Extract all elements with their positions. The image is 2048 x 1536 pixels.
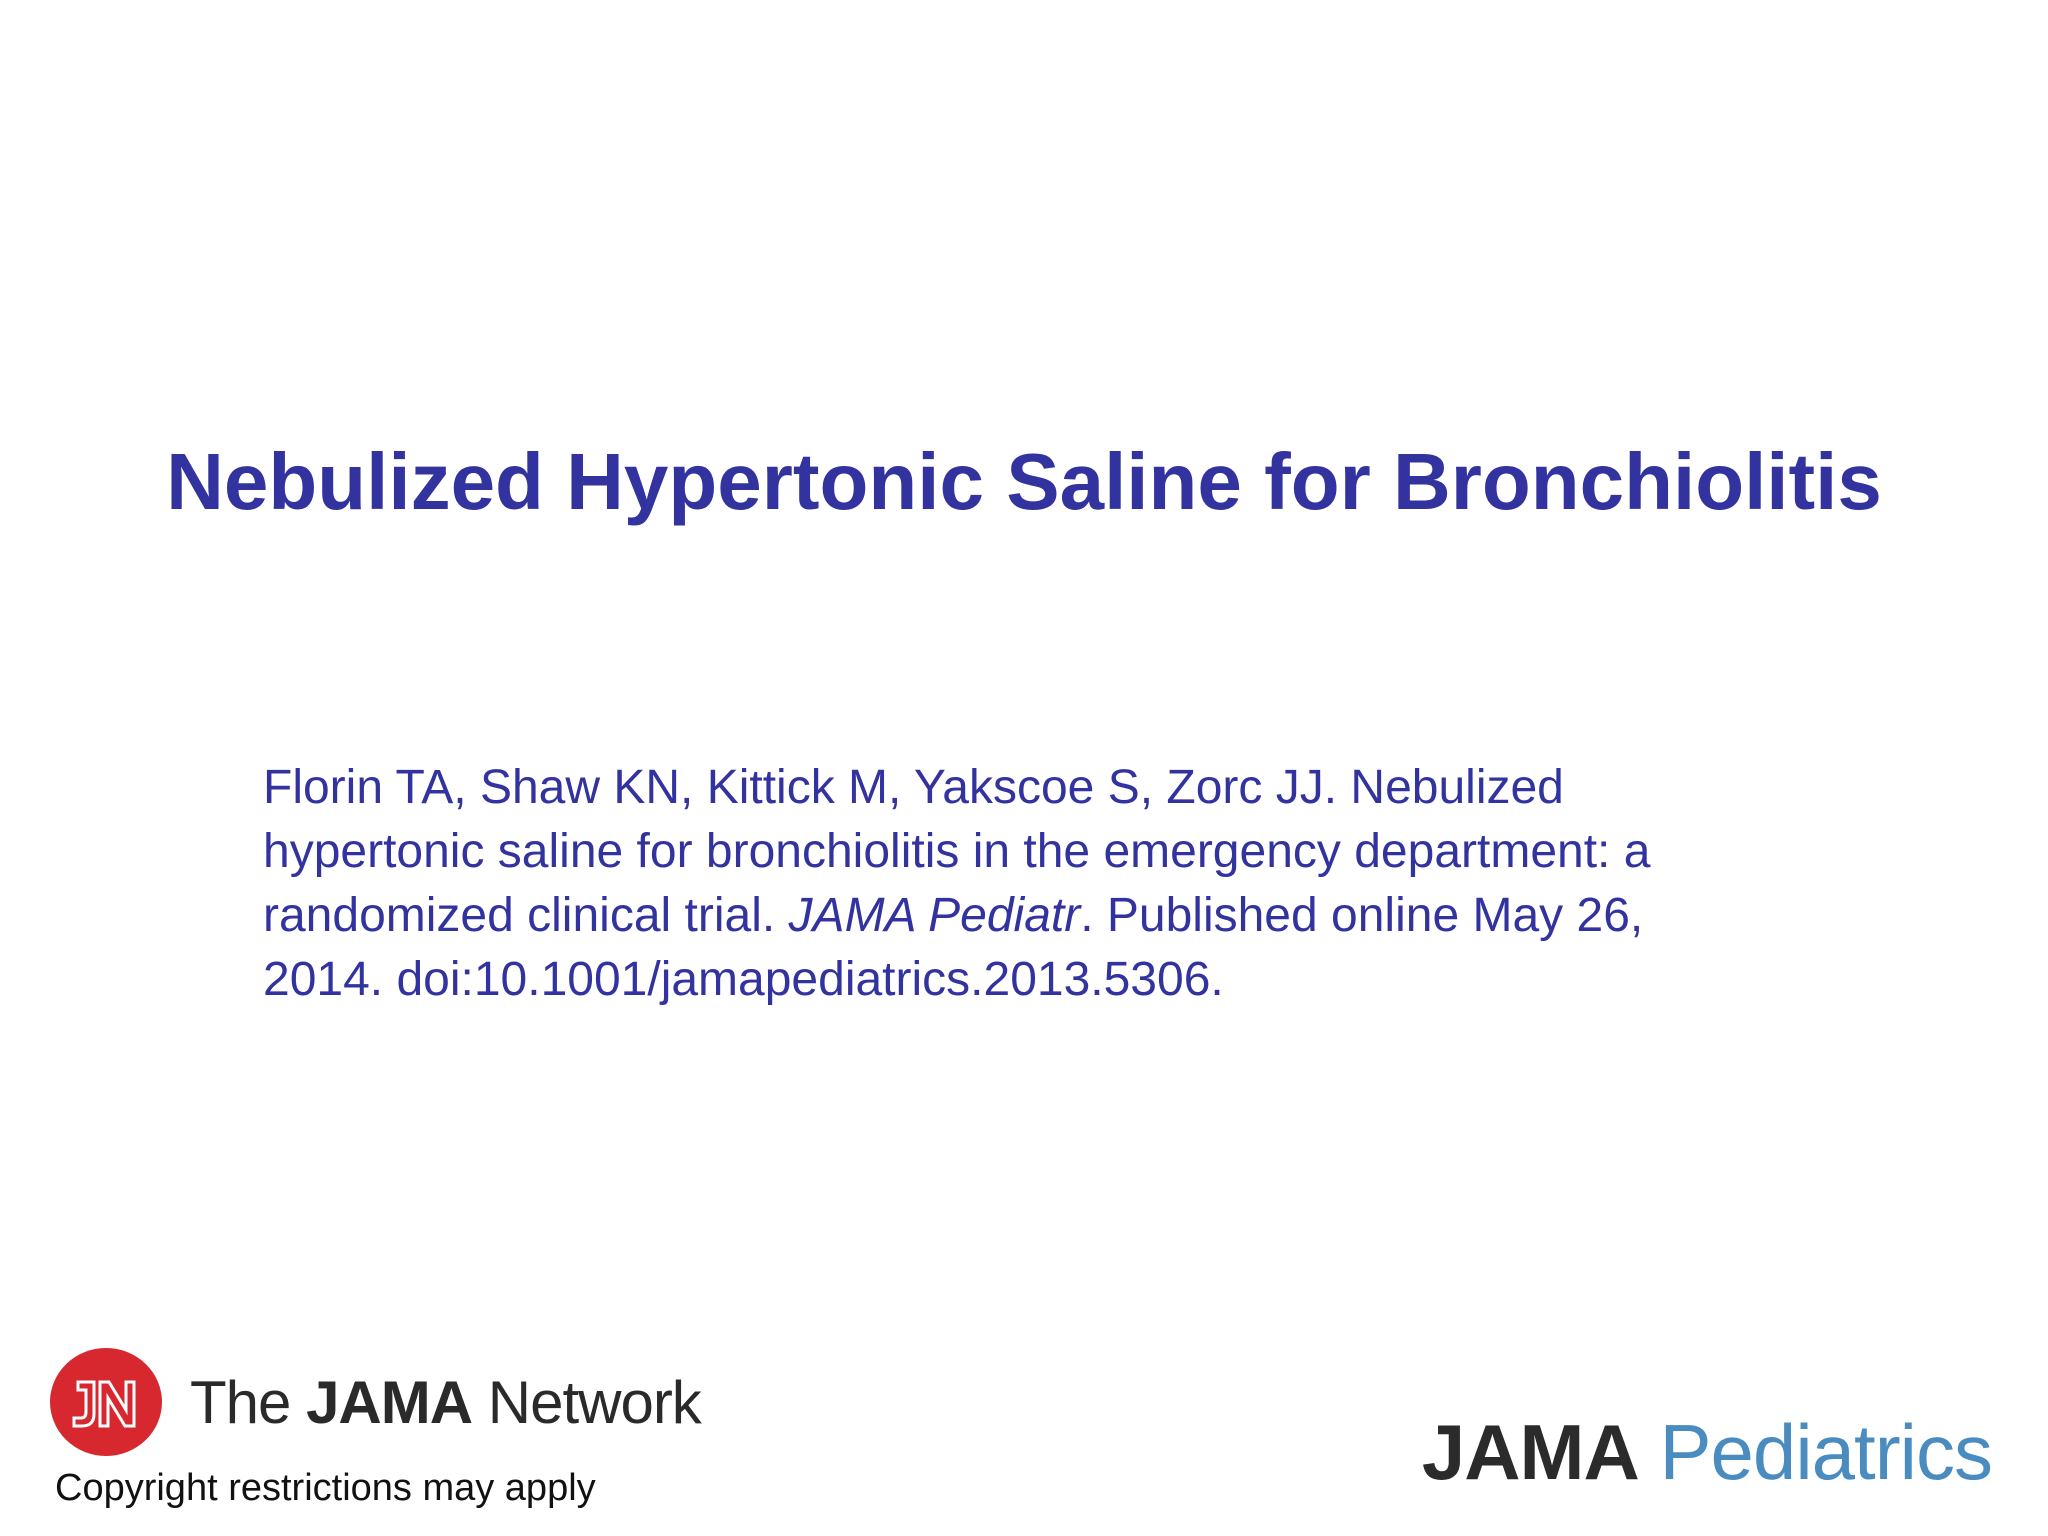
jama-network-badge-icon xyxy=(50,1348,162,1456)
citation-journal-name: JAMA Pediatr xyxy=(788,889,1081,942)
jama-pediatrics-logo xyxy=(1422,1407,1992,1497)
citation xyxy=(263,756,1823,1012)
jama-network-logo xyxy=(50,1348,701,1456)
jama-network-suffix: Network xyxy=(472,1368,701,1436)
citation-line-3 xyxy=(263,884,1823,948)
slide-title: Nebulized Hypertonic Saline for Bronchiolitis xyxy=(166,437,1882,526)
citation-line-3-pre: randomized clinical trial. xyxy=(263,889,789,942)
citation-line-2: hypertonic saline for bronchiolitis in the emergency department: a xyxy=(263,825,1651,878)
jama-pediatrics-logo-pediatrics: Pediatrics xyxy=(1659,1408,1992,1496)
citation-line-1: Florin TA, Shaw KN, Kittick M, Yakscoe S, Zorc JJ. Nebulized xyxy=(263,761,1564,814)
jama-network-wordmark xyxy=(190,1368,701,1437)
copyright-notice: Copyright restrictions may apply xyxy=(55,1467,596,1509)
jama-network-prefix: The xyxy=(190,1368,307,1436)
citation-line-4: 2014. doi:10.1001/jamapediatrics.2013.5306. xyxy=(263,953,1224,1006)
citation-line-3-post: . Published online May 26, xyxy=(1080,889,1644,942)
jama-pediatrics-logo-jama: JAMA xyxy=(1421,1408,1639,1496)
jama-network-strong: JAMA xyxy=(306,1368,473,1436)
